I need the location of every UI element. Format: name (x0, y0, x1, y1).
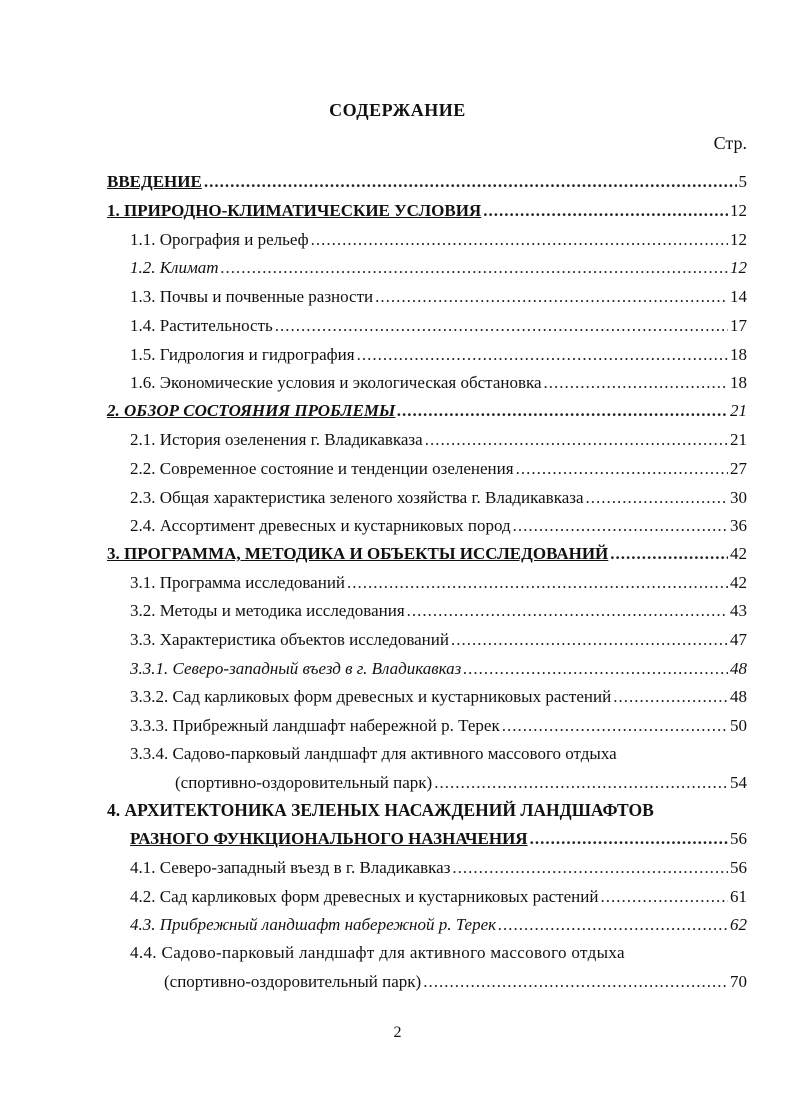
toc-entry-page: 21 (730, 401, 747, 420)
toc-entry-label: 4. АРХИТЕКТОНИКА ЗЕЛЕНЫХ НАСАЖДЕНИЙ ЛАНДШАФТОВ (107, 800, 654, 820)
toc-entry-4-1[interactable] (130, 856, 747, 880)
leader-dots (423, 970, 728, 994)
leader-dots (610, 542, 728, 566)
toc-entry-1-6[interactable] (130, 371, 747, 395)
toc-entry-page: 54 (730, 773, 747, 792)
toc-entry-page: 12 (730, 258, 747, 277)
leader-dots (513, 514, 728, 538)
toc-entry-introduction[interactable] (107, 170, 747, 194)
toc-entry-label: 2.2. Современное состояние и тенденции озеленения (130, 459, 514, 478)
leader-dots (275, 314, 728, 338)
toc-entry-3-3-1[interactable] (130, 657, 747, 681)
toc-entry-page: 56 (730, 829, 747, 848)
leader-dots (502, 714, 728, 738)
toc-entry-2-1[interactable] (130, 428, 747, 452)
toc-entry-page: 47 (730, 630, 747, 649)
toc-entry-page: 48 (730, 687, 747, 706)
toc-entry-4-3[interactable] (130, 913, 747, 937)
toc-entry-label: 3. ПРОГРАММА, МЕТОДИКА И ОБЪЕКТЫ ИССЛЕДОВАНИЙ (107, 544, 609, 563)
leader-dots (311, 228, 728, 252)
leader-dots (407, 599, 728, 623)
toc-entry-chapter-4-cont[interactable] (130, 827, 747, 851)
toc-entry-label: 4.2. Сад карликовых форм древесных и кустарниковых растений (130, 887, 599, 906)
toc-entry-3-3-3[interactable] (130, 714, 747, 738)
leader-dots (600, 885, 728, 909)
leader-dots (425, 428, 728, 452)
toc-entry-label: 3.2. Методы и методика исследования (130, 601, 405, 620)
toc-entry-label: 3.3.1. Северо-западный въезд в г. Владикавказ (130, 659, 462, 678)
toc-entry-label: 3.3.2. Сад карликовых форм древесных и кустарниковых растений (130, 687, 612, 706)
toc-entry-page: 18 (730, 345, 747, 364)
toc-entry-label: ВВЕДЕНИЕ (107, 172, 202, 191)
toc-entry-label: 1.4. Растительность (130, 316, 273, 335)
toc-entry-page: 14 (730, 287, 747, 306)
toc-entry-2-3[interactable] (130, 486, 747, 510)
toc-entry-label: 1.1. Орография и рельеф (130, 230, 309, 249)
toc-entry-3-3[interactable] (130, 628, 747, 652)
toc-entry-page: 48 (730, 659, 747, 678)
toc-entry-page: 30 (730, 488, 747, 507)
toc-entry-page: 17 (730, 316, 747, 335)
toc-entry-3-2[interactable] (130, 599, 747, 623)
leader-dots (204, 170, 737, 194)
toc-entry-chapter-1[interactable] (107, 199, 747, 223)
toc-entry-label: 2.1. История озеленения г. Владикавказа (130, 430, 423, 449)
toc-entry-page: 42 (730, 544, 747, 563)
leader-dots (516, 457, 728, 481)
toc-entry-chapter-2[interactable] (107, 399, 747, 423)
toc-entry-label: 4.4. Садово-парковый ландшафт для активного массового отдыха (130, 943, 625, 962)
toc-entry-label: (спортивно-оздоровительный парк) (164, 972, 422, 991)
leader-dots (397, 399, 728, 423)
toc-entry-page: 62 (730, 915, 747, 934)
toc-entry-page: 61 (730, 887, 747, 906)
leader-dots (613, 685, 728, 709)
toc-entry-label: РАЗНОГО ФУНКЦИОНАЛЬНОГО НАЗНАЧЕНИЯ (130, 829, 528, 848)
toc-entry-1-1[interactable] (130, 228, 747, 252)
toc-entry-4-4-cont[interactable] (164, 970, 747, 994)
page-column-label: Стр. (713, 133, 747, 153)
toc-entry-1-2[interactable] (130, 256, 747, 280)
toc-entry-2-4[interactable] (130, 514, 747, 538)
leader-dots (357, 343, 728, 367)
leader-dots (221, 256, 728, 280)
toc-entry-label: 1.2. Климат (130, 258, 219, 277)
toc-entry-page: 56 (730, 858, 747, 877)
toc-entry-page: 42 (730, 573, 747, 592)
toc-entry-label: 3.3. Характеристика объектов исследований (130, 630, 449, 649)
toc-entry-page: 36 (730, 516, 747, 535)
toc-entry-page: 50 (730, 716, 747, 735)
toc-entry-page: 18 (730, 373, 747, 392)
toc-entry-3-3-4[interactable] (130, 742, 617, 766)
toc-entry-1-5[interactable] (130, 343, 747, 367)
toc-entry-page: 43 (730, 601, 747, 620)
toc-entry-label: 3.3.3. Прибрежный ландшафт набережной р. Терек (130, 716, 500, 735)
toc-entry-page: 27 (730, 459, 747, 478)
toc-entry-page: 12 (730, 230, 747, 249)
toc-entry-label: 3.1. Программа исследований (130, 573, 346, 592)
toc-entry-page: 70 (730, 972, 747, 991)
toc-entry-label: 2.3. Общая характеристика зеленого хозяйства г. Владикавказа (130, 488, 584, 507)
toc-entry-2-2[interactable] (130, 457, 747, 481)
toc-entry-label: (спортивно-оздоровительный парк) (175, 773, 433, 792)
toc-entry-label: 1.3. Почвы и почвенные разности (130, 287, 374, 306)
toc-entry-chapter-4[interactable] (107, 798, 654, 822)
toc-entry-4-4[interactable] (130, 941, 625, 965)
leader-dots (530, 827, 728, 851)
leader-dots (498, 913, 728, 937)
leader-dots (544, 371, 728, 395)
toc-entry-page: 5 (738, 172, 747, 191)
leader-dots (483, 199, 728, 223)
toc-entry-label: 2. ОБЗОР СОСТОЯНИЯ ПРОБЛЕМЫ (107, 401, 396, 420)
toc-entry-label: 1. ПРИРОДНО-КЛИМАТИЧЕСКИЕ УСЛОВИЯ (107, 201, 482, 220)
page-number: 2 (393, 1024, 402, 1041)
toc-entry-label: 3.3.4. Садово-парковый ландшафт для активного массового отдыха (130, 744, 617, 763)
leader-dots (375, 285, 728, 309)
leader-dots (586, 486, 728, 510)
leader-dots (347, 571, 728, 595)
toc-entry-label: 1.5. Гидрология и гидрография (130, 345, 355, 364)
leader-dots (434, 771, 728, 795)
toc-entry-3-1[interactable] (130, 571, 747, 595)
leader-dots (463, 657, 728, 681)
leader-dots (452, 856, 728, 880)
toc-entry-1-4[interactable] (130, 314, 747, 338)
toc-entry-4-2[interactable] (130, 885, 747, 909)
toc-entry-page: 12 (730, 201, 747, 220)
toc-entry-3-3-2[interactable] (130, 685, 747, 709)
toc-entry-1-3[interactable] (130, 285, 747, 309)
leader-dots (451, 628, 728, 652)
toc-entry-label: 1.6. Экономические условия и экологическая обстановка (130, 373, 542, 392)
toc-entry-label: 4.1. Северо-западный въезд в г. Владикавказ (130, 858, 451, 877)
toc-entry-label: 2.4. Ассортимент древесных и кустарниковых пород (130, 516, 511, 535)
toc-entry-3-3-4-cont[interactable] (175, 771, 747, 795)
page-title: СОДЕРЖАНИЕ (329, 100, 466, 120)
toc-entry-label: 4.3. Прибрежный ландшафт набережной р. Терек (130, 915, 497, 934)
toc-entry-page: 21 (730, 430, 747, 449)
toc-entry-chapter-3[interactable] (107, 542, 747, 566)
